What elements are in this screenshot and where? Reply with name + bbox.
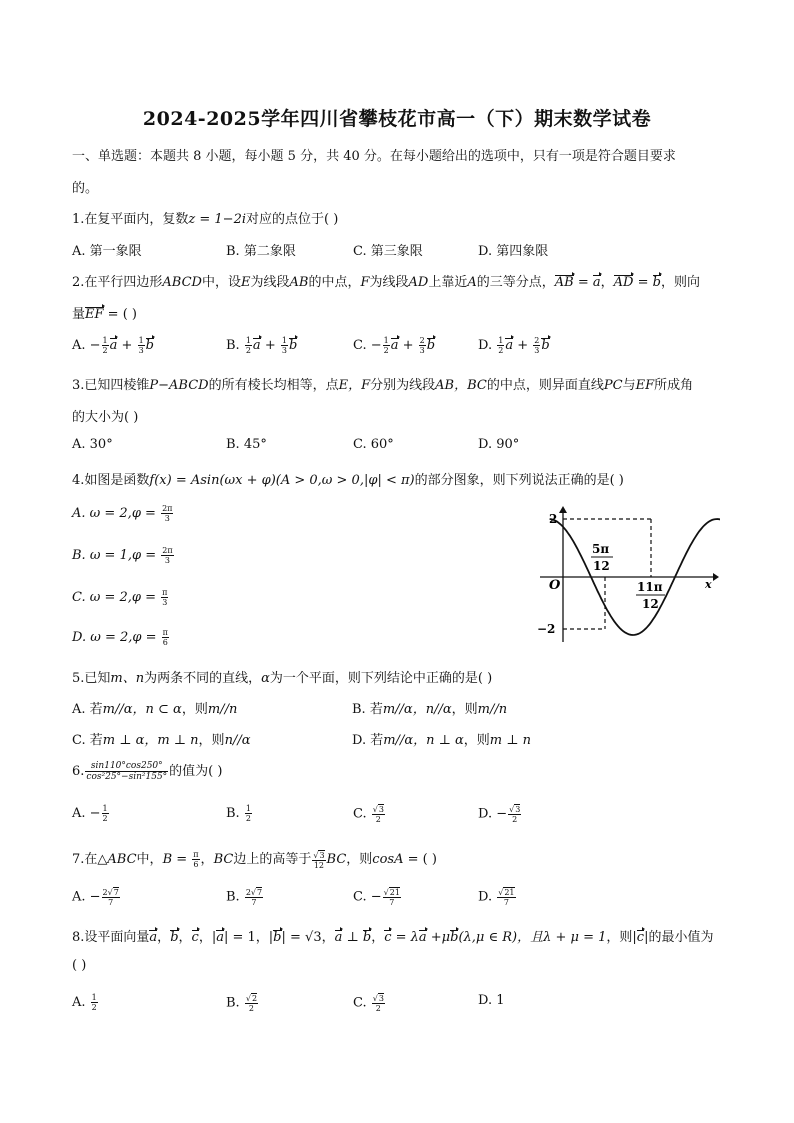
question-1-option-b: B. 第二象限: [226, 244, 296, 259]
question-5-option-c: C. 若m ⊥ α，m ⊥ n，则n//α: [72, 733, 251, 748]
tick-label-11pi-den: 12: [642, 597, 659, 611]
question-4-option-d: D. ω = 2,φ = $\frac{\pi}{6}$: [72, 628, 168, 647]
question-1-option-a: A. 第一象限: [72, 244, 142, 259]
question-2-option-a: A. − $\frac{1}{2}$ a + $\frac{1}{3}$ b: [72, 336, 154, 355]
y-axis-arrow-icon: [559, 506, 567, 513]
question-8-stem-line1: 8.设平面向量a，b，c，|a| = 1，|b| = √3，a ⊥ b，c = λa +μb(λ,μ ∈ R)，且λ + μ = 1，则|c|的最小值为: [72, 930, 714, 945]
question-2-stem-line2: 量EF = ( ): [72, 307, 137, 322]
question-8-option-c: C. $\frac{√3}{2}$: [353, 994, 384, 1013]
question-1-option-d: D. 第四象限: [478, 244, 549, 259]
question-3-option-d: D. 90°: [478, 437, 520, 452]
question-7-option-d: D. $\frac{√21}{7}$: [478, 888, 515, 907]
y-max-label: 2: [549, 512, 558, 526]
question-7-stem: 7.在△ABC中，B = $\frac{\pi}{6}$ ，BC边上的高等于 $\frac{√3}{12}$ BC，则cosA = ( ): [72, 850, 437, 870]
tick-label-11pi-num: 11π: [637, 580, 663, 594]
question-7-option-b: B. $\frac{2√7}{7}$: [226, 888, 263, 907]
question-3-option-b: B. 45°: [226, 437, 267, 452]
section-instructions-line2: 的。: [72, 181, 99, 196]
question-7-option-a: A. − $\frac{2√7}{7}$: [72, 888, 119, 907]
question-6-option-b: B. $\frac{1}{2}$: [226, 804, 251, 823]
x-axis-label: x: [705, 578, 712, 591]
question-8-stem-line2: ( ): [72, 958, 87, 973]
question-4-stem: 4.如图是函数f(x) = Asin(ωx + φ)(A > 0,ω > 0,|φ| < π)的部分图象，则下列说法正确的是( ): [72, 473, 624, 488]
question-5-option-a: A. 若m//α，n ⊂ α，则m//n: [72, 702, 238, 717]
section-instructions-line1: 一、单选题：本题共 8 小题，每小题 5 分，共 40 分。在每小题给出的选项中，只有一项是符合题目要求: [72, 149, 676, 164]
tick-label-5pi-num: 5π: [592, 542, 610, 556]
question-4-option-c: C. ω = 2,φ = $\frac{\pi}{3}$: [72, 588, 168, 607]
question-3-option-a: A. 30°: [72, 437, 113, 452]
question-5-option-d: D. 若m//α，n ⊥ α，则m ⊥ n: [352, 733, 531, 748]
question-6-option-d: D. − $\frac{√3}{2}$: [478, 805, 521, 824]
question-3-option-c: C. 60°: [353, 437, 394, 452]
question-1-option-c: C. 第三象限: [353, 244, 423, 259]
page-title: 2024-2025学年四川省攀枝花市高一（下）期末数学试卷: [142, 108, 652, 130]
question-8-option-d: D. 1: [478, 993, 505, 1008]
question-2-option-d: D. $\frac{1}{2}$ a + $\frac{2}{3}$ b: [478, 336, 550, 355]
question-2-option-b: B. $\frac{1}{2}$ a + $\frac{1}{3}$ b: [226, 336, 298, 355]
question-8-option-a: A. $\frac{1}{2}$: [72, 993, 97, 1012]
question-6-option-a: A. − $\frac{1}{2}$: [72, 804, 108, 823]
question-4-option-a: A. ω = 2,φ = $\frac{2\pi}{3}$: [72, 504, 173, 523]
question-7-option-c: C. − $\frac{√21}{7}$: [353, 888, 400, 907]
question-6-stem: 6. $\frac{\sin 110^\circ\cos 250^\circ}{\text{cos²25°−sin²155°}}$ 的值为( ): [72, 761, 223, 782]
origin-label: O: [549, 578, 561, 593]
question-3-stem-line2: 的大小为( ): [72, 410, 139, 425]
question-5-stem: 5.已知m、n为两条不同的直线，α为一个平面，则下列结论中正确的是( ): [72, 671, 493, 686]
question-8-option-b: B. $\frac{√2}{2}$: [226, 994, 258, 1013]
y-min-label: −2: [537, 622, 556, 636]
question-5-option-b: B. 若m//α，n//α，则m//n: [352, 702, 508, 717]
question-4-option-b: B. ω = 1,φ = $\frac{2\pi}{3}$: [72, 546, 173, 565]
question-2-stem-line1: 2.在平行四边形ABCD中，设E为线段AB的中点，F为线段AD上靠近A的三等分点，AB = a，AD = b，则向: [72, 275, 700, 290]
sine-graph-figure: [535, 505, 720, 645]
x-axis-arrow-icon: [713, 573, 719, 581]
question-2-option-c: C. − $\frac{1}{2}$ a + $\frac{2}{3}$ b: [353, 336, 436, 355]
question-6-option-c: C. $\frac{√3}{2}$: [353, 805, 384, 824]
question-1-stem: 1.在复平面内，复数z = 1−2i对应的点位于( ): [72, 212, 339, 227]
question-3-stem-line1: 3.已知四棱锥P−ABCD的所有棱长均相等，点E，F分别为线段AB，BC的中点，则异面直线PC与EF所成角: [72, 378, 694, 393]
tick-label-5pi-den: 12: [593, 559, 610, 573]
